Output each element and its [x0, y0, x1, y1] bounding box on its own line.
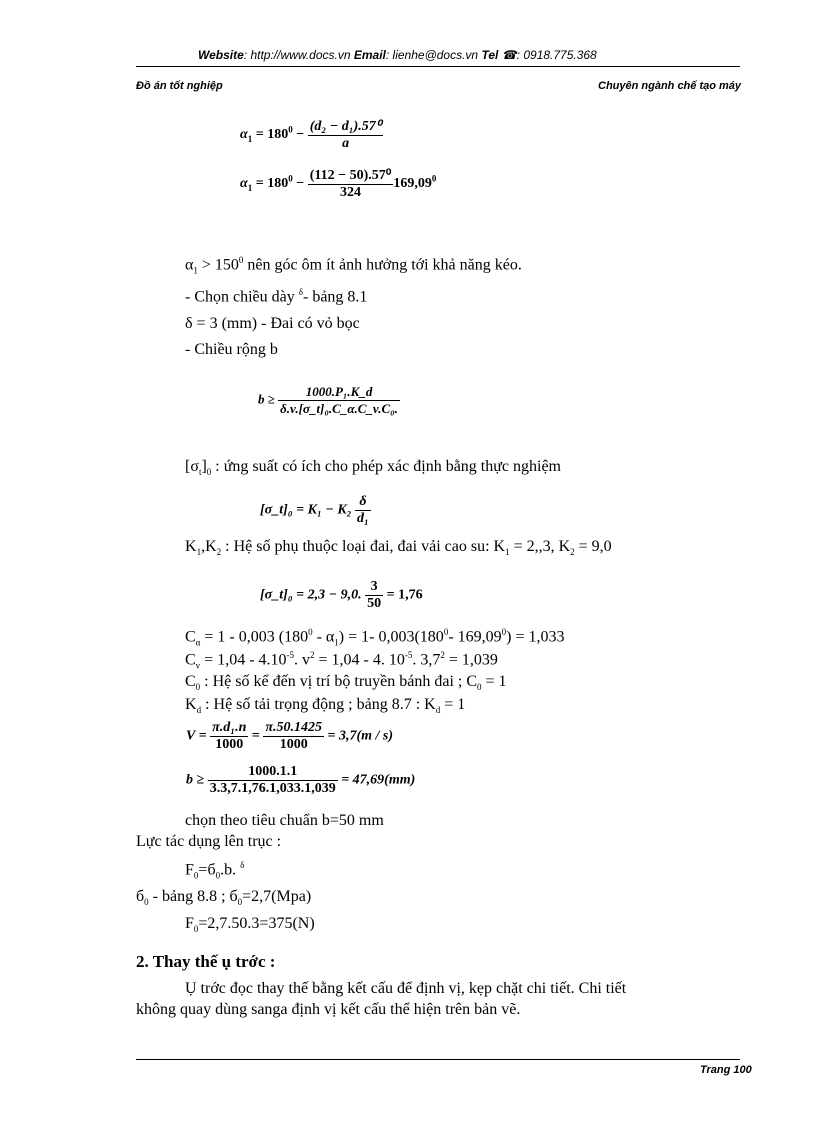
- line-f0-result: $F_0=2,7.50.3=375(N)$: [185, 915, 315, 935]
- line-delta-value: δ = 3 (mm) - Đai có vỏ bọc: [185, 315, 360, 332]
- section-heading: 2. Thay thế ụ trớc :: [136, 952, 276, 971]
- line-force-title: Lực tác dụng lên trục :: [136, 833, 282, 850]
- page-number: Trang 100: [700, 1064, 752, 1076]
- email-link[interactable]: : lienhe@docs.vn: [385, 48, 479, 62]
- line-sigma0: $б_0$ - bảng 8.8 ; $б_0=2,7(Mpa)$: [136, 888, 312, 908]
- email-label: Email: [353, 48, 386, 62]
- doc-title-left: Đồ án tốt nghiệp: [136, 80, 223, 92]
- line-width: - Chiều rộng b: [185, 341, 278, 358]
- equation-width-b: b ≥ $\frac{\text{1000.P₁.K\_d}}{\text{δ.v.[σ\_t]₀.C\_α.C\_v.C₀.}}$: [258, 384, 398, 416]
- paragraph-line-1: Ụ trớc đọc thay thế bằng kết cấu để định vị, kẹp chặt chi tiết. Chi tiết: [185, 980, 627, 997]
- line-f0-formula: $F_0=б_0.b$. $^\delta$: [185, 860, 245, 881]
- paragraph-line-2: không quay dùng sanga định vị kết cấu thể hiện trên bản vẽ.: [136, 1001, 521, 1018]
- equation-sigma-values: [σ_t]₀ = 2,3 − 9,0. $\frac{3}{50}$ = 1,76: [260, 579, 423, 611]
- line-sigma-def: $[\sigma_t]_0$ : ứng suất có ích cho phép xác định bằng thực nghiệm: [185, 458, 561, 478]
- line-cv: $C_v = 1,04 - 4.10^{-5}$. $v^2 = 1,04 - 4$. $10^{-5}$. $3,7^2 = 1,039$: [185, 650, 498, 671]
- website-link[interactable]: : http://www.docs.vn: [243, 48, 351, 62]
- line-kd: $K_d$ : Hệ số tải trọng động ; bảng 8.7 : $K_d = 1$: [185, 696, 466, 716]
- equation-velocity: V = $\frac{\text{π.d₁.n}}{1000}$ = $\frac{\pi.50.1425}{1000}$ = 3,7(m / s): [186, 720, 394, 752]
- line-choose-standard: chọn theo tiêu chuẩn b=50 mm: [185, 812, 384, 829]
- footer-rule: [136, 1059, 740, 1060]
- equation-sigma-general: [σ_t]₀ = K₁ − K₂ $\frac{\delta}{\text{d₁}}$: [260, 494, 369, 526]
- tel-value: : 0918.775.368: [516, 48, 597, 62]
- equation-width-result: b ≥ $\frac{1000.1.1}{3.3,7.1,76.1,033.1,039}$ = 47,69(mm): [186, 764, 416, 796]
- header-contact: [198, 48, 597, 62]
- line-c0: $C_0$ : Hệ số kể đến vị trí bộ truyền bánh đai ; $C_0 = 1$: [185, 673, 507, 693]
- line-k-coefficients: $K_1,K_2$ : Hệ số phụ thuộc loại đai, đai vải cao su: $K_1 = 2,,3$, $K_2 = 9,0$: [185, 538, 612, 558]
- header-rule: [136, 66, 740, 67]
- line-c-alpha: $C_\alpha = 1 - 0,003$ $(180^0 - \alpha_1) = 1-$ $0,003(180^0-$ $169,09^0) = 1,033$: [185, 627, 565, 648]
- phone-icon: ☎: [501, 48, 517, 62]
- line-alpha-condition: $\alpha_1 > 150^0$ nên góc ôm ít ảnh hưởng tới khả năng kéo.: [185, 255, 522, 276]
- equation-alpha1-values: $\alpha_1 = 180^0$ − $\frac{\text{(112 − 50).57⁰}}{324}$ 169,09$^0$: [240, 168, 437, 200]
- equation-alpha1-general: $\alpha_1 = 180^0$ − $\frac{\text{(d₂ − d₁).57⁰}}{a}$: [240, 119, 382, 151]
- doc-title-right: Chuyên ngành chế tạo máy: [598, 80, 742, 92]
- line-thickness: - Chọn chiều dày $^\delta$- bảng 8.1: [185, 287, 368, 306]
- website-label: Website: [198, 48, 244, 62]
- tel-label: Tel: [481, 48, 499, 62]
